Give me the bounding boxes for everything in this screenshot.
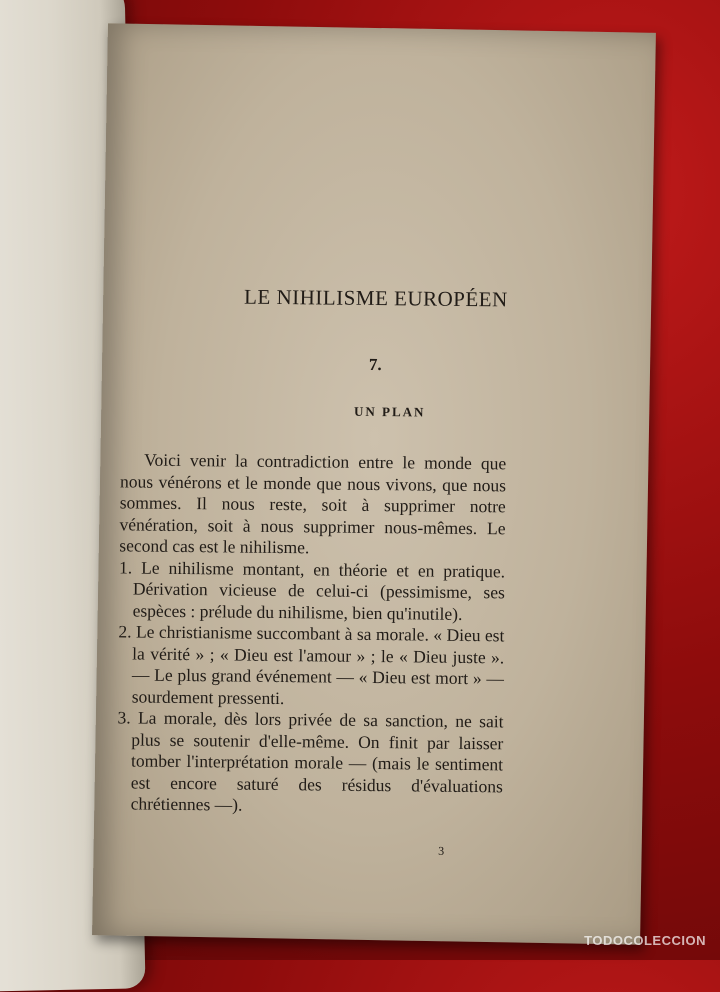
watermark: TODOCOLECCION	[584, 933, 706, 948]
section-number: 7.	[368, 354, 382, 375]
list-item-1: 1. Le nihilisme montant, en théorie et en pratique. Dérivation vicieuse de celui-ci (pessimisme, ses espèces : prélude du nihilisme, bien qu'inutile).	[119, 556, 506, 624]
chapter-title: LE NIHILISME EUROPÉEN	[244, 284, 508, 312]
page-content	[95, 25, 653, 943]
page-number: 3	[438, 843, 445, 858]
list-item-3: 3. La morale, dès lors privée de sa sanction, ne sait plus se soutenir d'elle-même. On finit par laisser tomber l'interprétation morale — (mais le sentiment est encore saturé des résidus d'évaluations chrétiennes —).	[117, 707, 504, 815]
list-item-2: 2. Le christianisme succombant à sa morale. « Dieu est la vérité » ; « Dieu est l'amour » ; le « Dieu juste ». — Le plus grand événement — « Dieu est mort » — sourdement pressenti.	[118, 621, 505, 708]
section-title: UN PLAN	[353, 403, 426, 420]
body-text	[117, 449, 507, 819]
intro-paragraph: Voici venir la contradiction entre le monde que nous vénérons et le monde que nous vivons, que nous sommes. Il nous reste, soit à supprimer notre vénération, soit à nous supprimer nous-mêmes. Le second cas est le nihilisme.	[119, 449, 507, 558]
